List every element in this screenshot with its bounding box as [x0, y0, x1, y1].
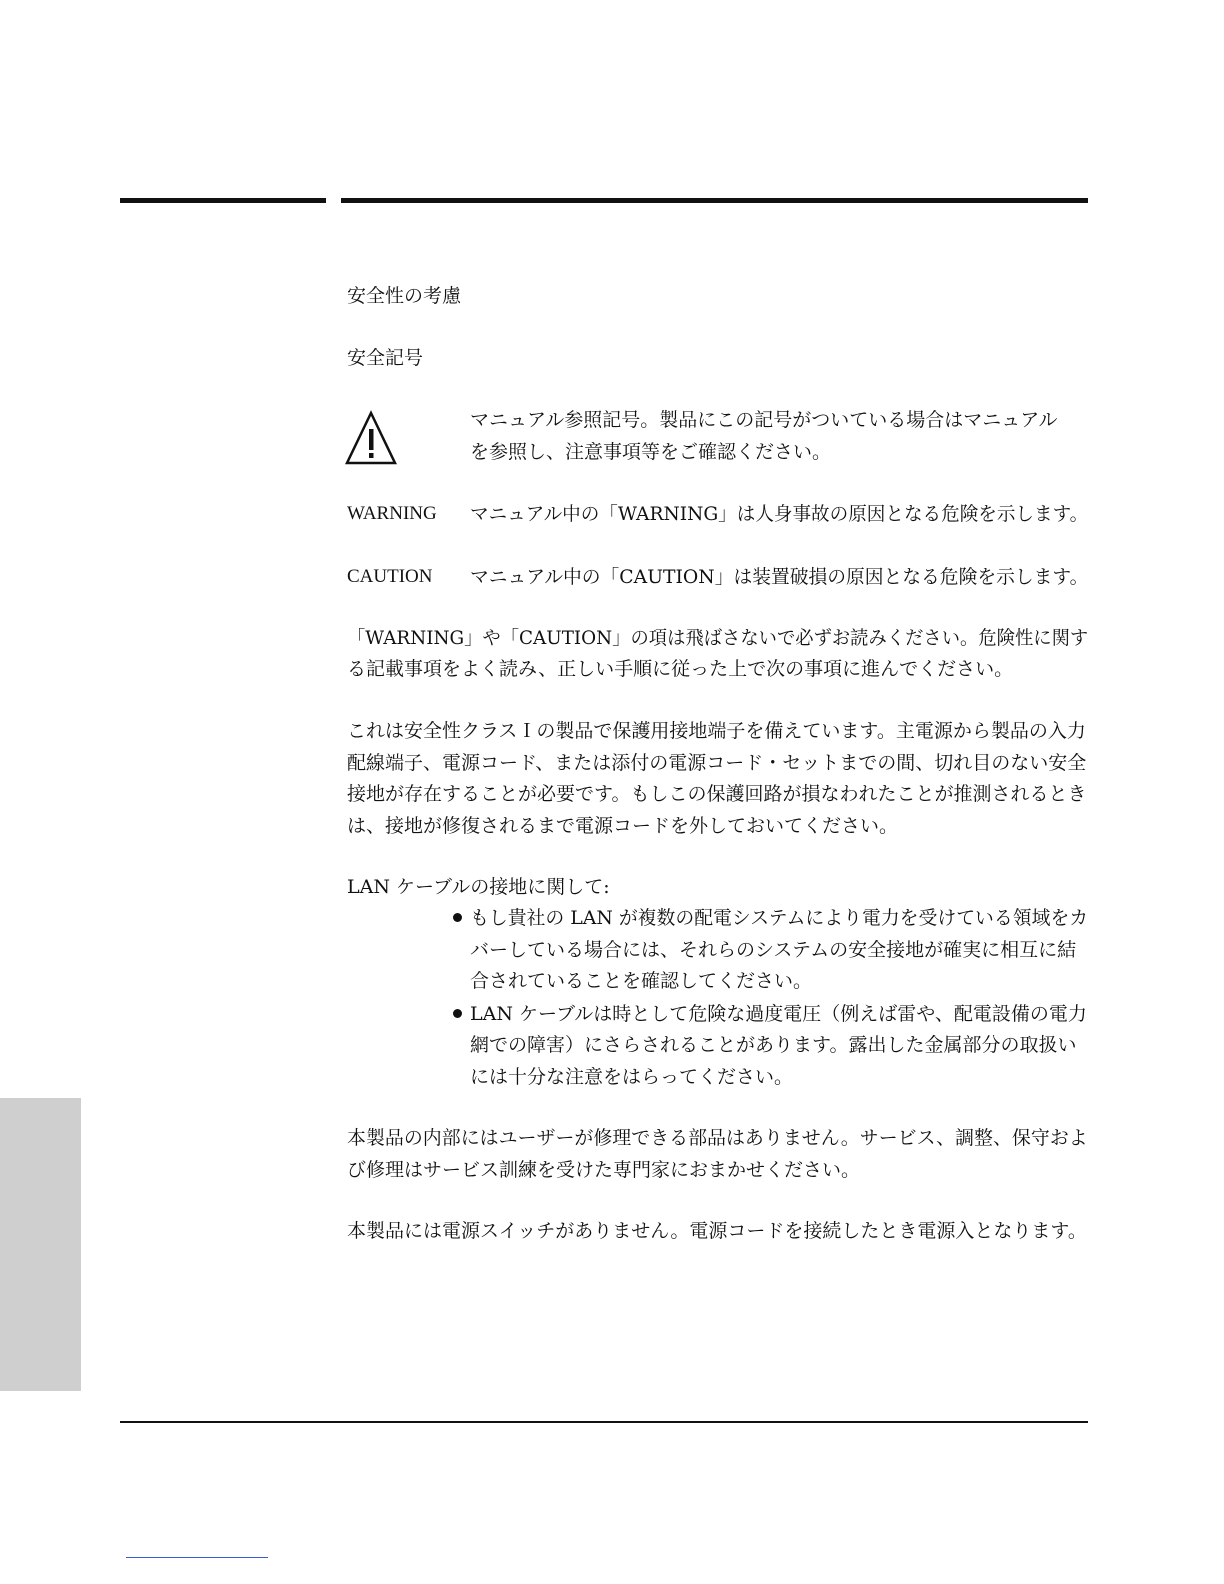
bullet-line: もし貴社の LAN が複数の配電システムにより電力を受けている領域をカ — [470, 907, 1089, 929]
footer-link-underline — [126, 1557, 268, 1558]
bullet-icon — [453, 913, 462, 922]
symbol-note-line: を参照し、注意事項等をご確認ください。 — [470, 441, 832, 463]
paragraph-line: び修理はサービス訓練を受けた専門家におまかせください。 — [347, 1159, 861, 1181]
chapter-side-tab — [0, 1098, 81, 1391]
bullet-line: 合されていることを確認してください。 — [470, 970, 813, 992]
paragraph-line: 本製品の内部にはユーザーが修理できる部品はありません。サービス、調整、保守およ — [347, 1127, 1088, 1149]
paragraph-line: 本製品には電源スイッチがありません。電源コードを接続したとき電源入となります。 — [347, 1220, 1087, 1242]
paragraph-line: これは安全性クラスＩの製品で保護用接地端子を備えています。主電源から製品の入力 — [347, 720, 1086, 742]
header-rule-right — [341, 198, 1088, 203]
paragraph-line: は、接地が修復されるまで電源コードを外しておいてください。 — [347, 815, 899, 837]
warning-term: WARNING — [347, 503, 437, 524]
symbol-note-line: マニュアル参照記号。製品にこの記号がついている場合はマニュアル — [470, 409, 1058, 431]
warning-definition: マニュアル中の「WARNING」は人身事故の原因となる危険を示します。 — [470, 503, 1089, 525]
subsection-title: 安全記号 — [347, 347, 424, 369]
footer-rule — [120, 1421, 1088, 1423]
warning-triangle-icon — [345, 410, 397, 466]
paragraph-line: る記載事項をよく読み、正しい手順に従った上で次の事項に進んでください。 — [347, 658, 1014, 680]
lan-heading: LAN ケーブルの接地に関して: — [347, 876, 610, 898]
bullet-line: には十分な注意をはらってください。 — [470, 1066, 794, 1088]
section-title: 安全性の考慮 — [347, 285, 462, 307]
bullet-line: LAN ケーブルは時として危険な過度電圧（例えば雷や、配電設備の電力 — [470, 1003, 1087, 1025]
paragraph-line: 配線端子、電源コード、または添付の電源コード・セットまでの間、切れ目のない安全 — [347, 752, 1087, 774]
caution-term: CAUTION — [347, 566, 433, 587]
caution-definition: マニュアル中の「CAUTION」は装置破損の原因となる危険を示します。 — [470, 566, 1089, 588]
bullet-icon — [453, 1009, 462, 1018]
header-rule-left — [120, 198, 326, 203]
bullet-line: バーしている場合には、それらのシステムの安全接地が確実に相互に結 — [470, 939, 1077, 961]
paragraph-line: 「WARNING」や「CAUTION」の項は飛ばさないで必ずお読みください。危険性に関す — [347, 627, 1089, 649]
bullet-line: 網での障害）にさらされることがあります。露出した金属部分の取扱い — [470, 1034, 1077, 1056]
paragraph-line: 接地が存在することが必要です。もしこの保護回路が損なわれたことが推測されるとき — [347, 783, 1087, 805]
